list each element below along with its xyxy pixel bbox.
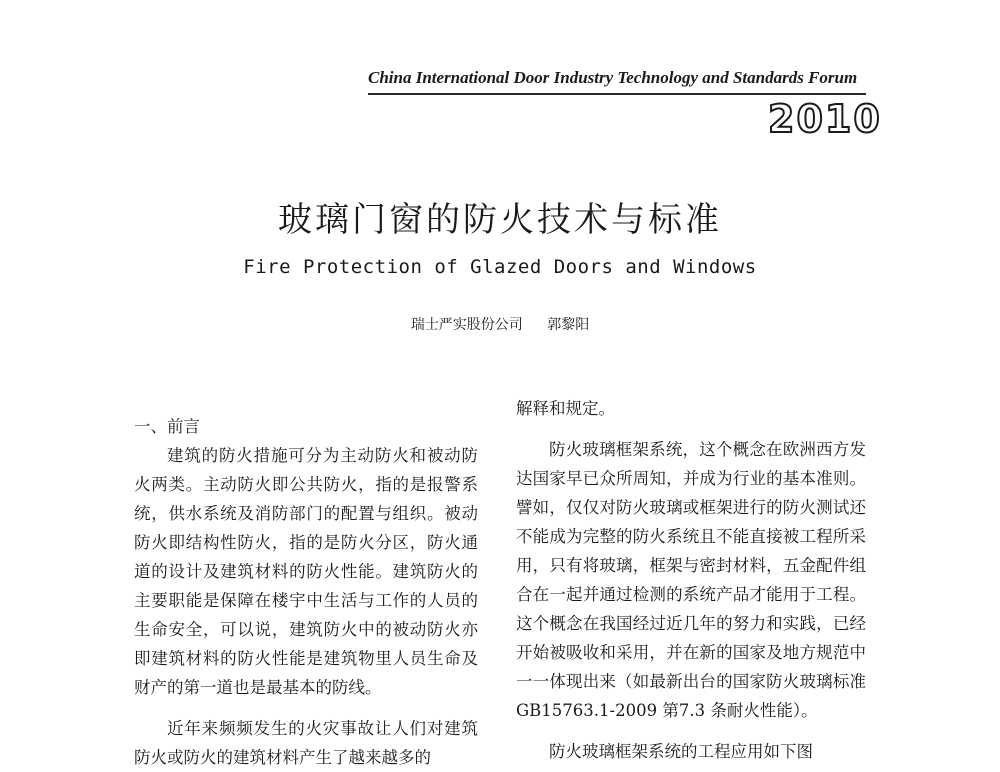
paragraph-continued: 解释和规定。 <box>516 399 615 418</box>
paragraph: 防火玻璃框架系统的工程应用如下图 <box>549 742 813 761</box>
author-line <box>0 314 1000 334</box>
paragraph: 防火玻璃框架系统，这个概念在欧洲西方发达国家早已众所周知，并成为行业的基本准则。譬如，仅仅对防火玻璃或框架进行的防火测试还不能成为完整的防火系统且不能直接被工程所采用，只有将玻璃，框架与密封材料，五金配件组合在一起并通过检测的系统产品才能用于工程。这个概念在我国经过近几年的努力和实践，已经开始被吸收和采用，并在新的国家及地方规范中一一体现出来（如最新出台的国家防火玻璃标准 GB15763.1-2009 第7.3 条耐火性能）。 <box>516 440 866 720</box>
author-name: 郭黎阳 <box>547 317 590 333</box>
forum-name: China International Door Industry Technology and Standards Forum <box>368 68 858 87</box>
forum-year: 2010 <box>768 97 882 141</box>
paper-title-chinese: 玻璃门窗的防火技术与标准 <box>278 200 722 240</box>
left-column <box>134 412 478 772</box>
right-column <box>516 394 866 766</box>
paper-title-english: Fire Protection of Glazed Doors and Windows <box>243 256 757 278</box>
header-rule <box>368 93 866 95</box>
author-affiliation: 瑞士严实股份公司 <box>410 317 523 333</box>
paragraph: 近年来频频发生的火灾事故让人们对建筑防火或防火的建筑材料产生了越来越多的 <box>134 719 478 767</box>
paragraph: 建筑的防火措施可分为主动防火和被动防火两类。主动防火即公共防火，指的是报警系统，供水系统及消防部门的配置与组织。被动防火即结构性防火，指的是防火分区，防火通道的设计及建筑材料的防火性能。建筑防火的主要职能是保障在楼宇中生活与工作的人员的生命安全，可以说，建筑防火中的被动防火亦即建筑材料的防火性能是建筑物里人员生命及财产的第一道也是最基本的防线。 <box>134 446 478 697</box>
section-heading-preface: 一、前言 <box>134 417 200 436</box>
